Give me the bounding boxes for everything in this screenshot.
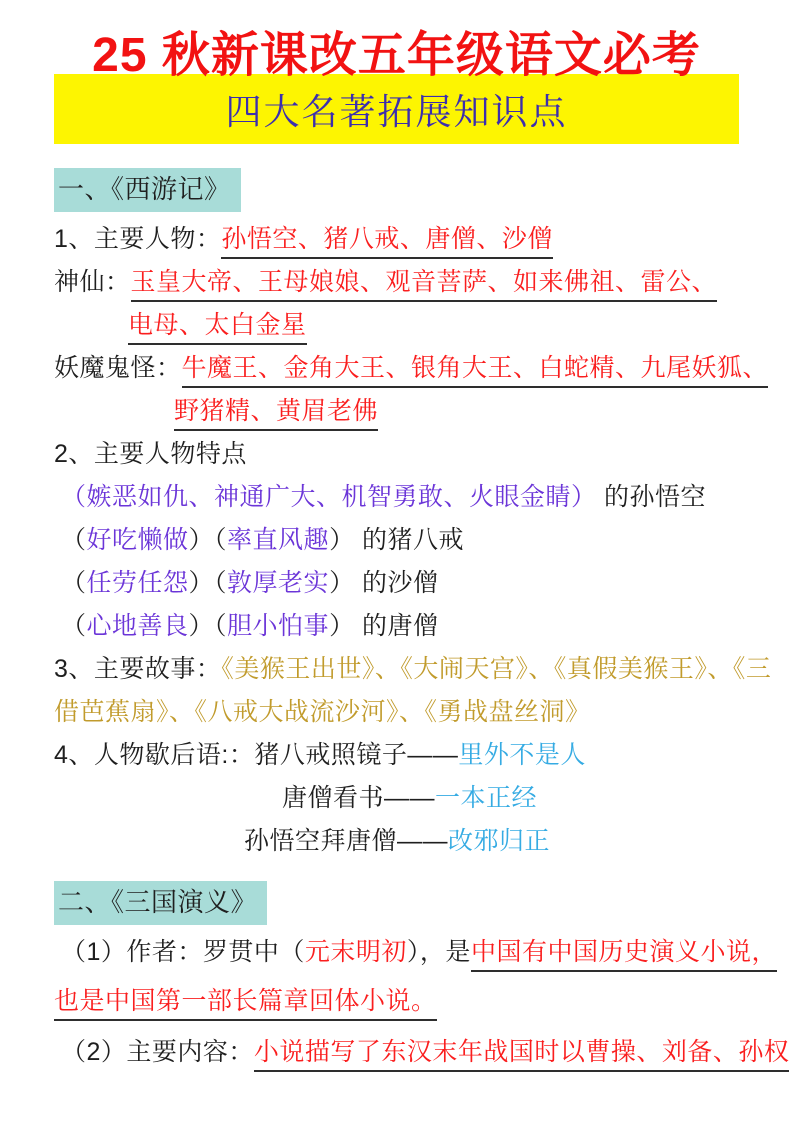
text-segment: 牛魔王、金角大王、银角大王、白蛇精、九尾妖狐、 — [182, 354, 769, 388]
text-segment: 元末明初 — [304, 938, 407, 967]
text-segment: 中国有中国历史演义小说， — [471, 938, 777, 972]
content-line — [54, 562, 739, 605]
text-segment: 《美猴王出世》、《大闹天宫》、《真假美猴王》、《三 — [221, 655, 772, 684]
text-segment: 也是中国第一部长篇章回体小说。 — [54, 987, 437, 1021]
content-line — [54, 691, 739, 734]
text-segment: 1、主要人物： — [54, 225, 222, 254]
text-segment: 一本正经 — [435, 784, 538, 813]
text-segment: 神仙： — [54, 268, 131, 297]
text-segment: 的孙悟空 — [596, 483, 706, 512]
subtitle-banner-text: 四大名著拓展知识点 — [225, 90, 568, 132]
text-segment: （嫉恶如仇、神通广大、机智勇敢、火眼金睛） — [61, 483, 597, 512]
text-segment: 心地善良 — [86, 612, 189, 641]
text-segment: （ — [61, 569, 87, 598]
text-segment: ） 的猪八戒 — [329, 526, 465, 555]
text-segment: 妖魔鬼怪： — [54, 354, 182, 383]
section-heading-text: 一、《西游记》 — [54, 168, 241, 212]
text-segment: 电母、太白金星 — [128, 311, 307, 345]
content-line — [54, 605, 739, 648]
text-segment: 好吃懒做 — [86, 526, 189, 555]
content-line — [54, 734, 739, 777]
content-line — [54, 980, 739, 1023]
text-segment: ）（ — [188, 526, 228, 555]
text-segment: 孙悟空、猪八戒、唐僧、沙僧 — [221, 225, 553, 259]
text-segment: （ — [61, 526, 87, 555]
text-segment: 猪八戒照镜子—— — [254, 741, 459, 770]
text-segment: 4、人物歇后语:： — [54, 741, 255, 770]
content-line — [54, 519, 739, 562]
text-segment: ）（ — [188, 612, 228, 641]
text-segment: （ — [61, 612, 87, 641]
text-segment: 胆小怕事 — [227, 612, 330, 641]
content-line — [54, 820, 739, 863]
text-segment: ），是 — [406, 938, 471, 967]
content-line — [54, 218, 739, 261]
section-heading-text: 二、《三国演义》 — [54, 881, 267, 925]
content-line — [54, 1031, 790, 1074]
page-title: 25 秋新课改五年级语文必考 — [92, 29, 701, 82]
text-segment: 里外不是人 — [458, 741, 586, 770]
content-line — [54, 261, 739, 304]
content-line — [54, 304, 739, 347]
content — [54, 166, 790, 1074]
content-line — [54, 347, 769, 390]
text-segment: ） 的唐僧 — [329, 612, 439, 641]
text-segment: 率直风趣 — [227, 526, 330, 555]
text-segment: ）（ — [188, 569, 228, 598]
content-line — [54, 390, 739, 433]
content-line — [54, 433, 739, 476]
text-segment: 敦厚老实 — [227, 569, 330, 598]
text-segment: （1）作者：罗贯中（ — [61, 938, 305, 967]
text-segment: （2）主要内容： — [61, 1038, 254, 1067]
text-segment: 3、主要故事： — [54, 655, 222, 684]
text-segment: 唐僧看书—— — [282, 784, 436, 813]
content-line — [54, 648, 772, 691]
text-segment: 改邪归正 — [448, 827, 551, 856]
text-segment: 孙悟空拜唐僧—— — [244, 827, 449, 856]
text-segment: 小说描写了东汉末年战国时以曹操、刘备、孙权 — [254, 1038, 790, 1072]
text-segment: 2、主要人物特点 — [54, 440, 247, 469]
content-line — [54, 777, 739, 820]
text-segment: 借芭蕉扇》、《八戒大战流沙河》、《勇战盘丝洞》 — [54, 698, 591, 727]
text-segment: ） 的沙僧 — [329, 569, 439, 598]
subtitle-banner — [54, 74, 739, 144]
text-segment: 野猪精、黄眉老佛 — [174, 397, 378, 431]
text-segment: 任劳任怨 — [86, 569, 189, 598]
section-heading — [54, 879, 739, 925]
section-heading — [54, 166, 739, 212]
content-line — [54, 931, 777, 974]
text-segment: 玉皇大帝、王母娘娘、观音菩萨、如来佛祖、雷公、 — [131, 268, 718, 302]
content-line — [54, 476, 739, 519]
